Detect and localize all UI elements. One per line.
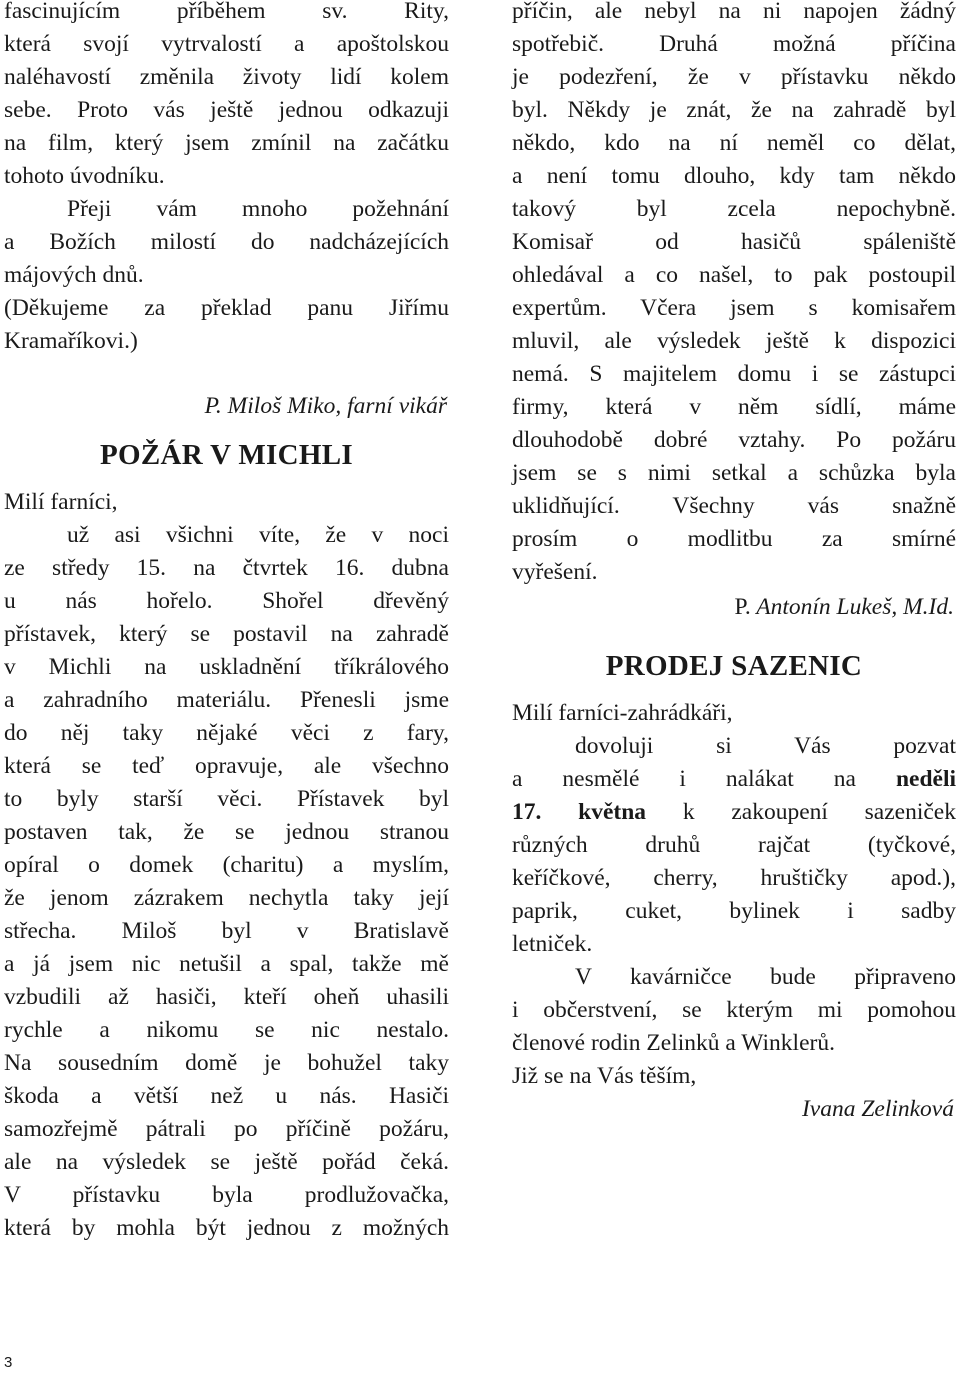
text-line: jsem se s nimi setkal a schůzka byla — [512, 460, 956, 486]
editorial-signature: P. Miloš Miko, farní vikář — [204, 393, 447, 419]
thanks-paragraph — [4, 292, 449, 358]
fire-article-signature — [512, 591, 956, 624]
text-line: firmy, která v něm sídlí, máme — [512, 394, 956, 420]
text-line: různých druhů rajčat (tyčkové, — [512, 832, 956, 858]
text-line: rychle a nikomu se nic nestalo. — [4, 1017, 449, 1043]
text-line: postaven tak, že se jednou stranou — [4, 819, 449, 845]
text-line: májových dnů. — [4, 262, 144, 288]
fire-article-body — [4, 519, 449, 1245]
text-line: letniček. — [512, 931, 593, 957]
text-line — [512, 796, 956, 829]
text-line: dovoluji si Vás pozvat — [575, 733, 956, 759]
text-line: uklidňující. Všechny vás snažně — [512, 493, 956, 519]
text-line: ohledával a co našel, to pak postoupil — [512, 262, 956, 288]
text-line: přístavek, který se postavil na zahradě — [4, 621, 449, 647]
fire-article-continuation — [512, 0, 956, 589]
text-line: do něj taky nějaké věci z fary, — [4, 720, 449, 746]
text-line: nemá. S majitelem domu i se zástupci — [512, 361, 956, 387]
text-line: byl. Někdy je znát, že na zahradě byl — [512, 97, 956, 123]
text-line: naléhavostí změnila životy lidí kolem — [4, 64, 449, 90]
text-line: střecha. Miloš byl v Bratislavě — [4, 918, 449, 944]
text-line: paprik, cuket, bylinek i sadby — [512, 898, 956, 924]
text-line: někdo, kdo na ní neměl co dělat, — [512, 130, 956, 156]
text-line: i občerstvení, se kterým mi pomohou — [512, 997, 956, 1023]
text-line: vzbudili až hasiči, kteří oheň uhasili — [4, 984, 449, 1010]
text-line: expertům. Včera jsem s komisařem — [512, 295, 956, 321]
right-column — [512, 0, 956, 1126]
text-line: členové rodin Zelinků a Winklerů. — [512, 1030, 835, 1056]
text-line: opíral o domek (charitu) a myslím, — [4, 852, 449, 878]
text-line: škoda a větší než u nás. Hasiči — [4, 1083, 449, 1109]
text-line: která se teď opravuje, ale všechno — [4, 753, 449, 779]
closing-line: Již se na Vás těším, — [512, 1063, 697, 1089]
text-line: takový byl zcela nepochybně. — [512, 196, 956, 222]
highlight-date: 17. května — [512, 799, 647, 825]
text-line: v Michli na uskladnění tříkrálového — [4, 654, 449, 680]
article-title-fire: POŽÁR V MICHLI — [100, 439, 353, 471]
intro-paragraph — [4, 0, 449, 193]
text-line: ze středy 15. na čtvrtek 16. dubna — [4, 555, 449, 581]
text-line: (Děkujeme za překlad panu Jiřímu — [4, 295, 449, 321]
text-line: mluvil, ale výsledek ještě k dispozici — [512, 328, 956, 354]
text-line: je podezření, že v přístavku někdo — [512, 64, 956, 90]
text-line: která svojí vytrvalostí a apoštolskou — [4, 31, 449, 57]
highlight-date: neděli — [895, 766, 956, 792]
text-line: spotřebič. Druhá možná příčina — [512, 31, 956, 57]
seedlings-signature: Ivana Zelinková — [801, 1096, 954, 1122]
text-line: samozřejmě pátrali po příčině požáru, — [4, 1116, 449, 1142]
text-line: a Božích milostí do nadcházejících — [4, 229, 449, 255]
seedlings-article-body — [512, 730, 956, 961]
article-title-seedlings: PRODEJ SAZENIC — [605, 650, 863, 682]
text-line: ale na výsledek se ještě pořád čeká. — [4, 1149, 449, 1175]
text-line — [512, 763, 956, 796]
text-line: tohoto úvodníku. — [4, 163, 165, 189]
text-line: u nás hořelo. Shořel dřevěný — [4, 588, 449, 614]
text-line: V přístavku byla prodlužovačka, — [4, 1182, 449, 1208]
text-line: na film, který jsem zmínil na začátku — [4, 130, 449, 156]
greeting: Milí farníci-zahrádkáři, — [512, 700, 733, 726]
text-line: a není tomu dlouho, kdy tam někdo — [512, 163, 956, 189]
cafe-paragraph — [512, 961, 956, 1060]
text-line: keříčkové, cherry, hruštičky apod.), — [512, 865, 956, 891]
text-line: dlouhodobě dobré vztahy. Po požáru — [512, 427, 956, 453]
text-line: už asi všichni víte, že v noci — [67, 522, 449, 548]
text-line: a zahradního materiálu. Přenesli jsme — [4, 687, 449, 713]
blessing-paragraph — [4, 193, 449, 292]
text-line: a já jsem nic netušil a spal, takže mě — [4, 951, 449, 977]
text-run: a nesmělé i nalákat na — [512, 766, 896, 792]
text-line: Kramaříkovi.) — [4, 328, 138, 354]
text-line: vyřešení. — [512, 559, 598, 585]
greeting: Milí farníci, — [4, 489, 118, 515]
text-line: to byly starší věci. Přístavek byl — [4, 786, 449, 812]
signature-prefix: P. — [734, 594, 751, 620]
text-line: že jenom zázrakem nechytla taky její — [4, 885, 449, 911]
text-run: k zakoupení sazeniček — [646, 799, 956, 825]
page-number: 3 — [4, 1354, 13, 1371]
text-line: Na sousedním domě je bohužel taky — [4, 1050, 449, 1076]
text-line: Přeji vám mnoho požehnání — [67, 196, 449, 222]
text-line: prosím o modlitbu za smírné — [512, 526, 956, 552]
signature-name: Antonín Lukeš, M.Id. — [756, 594, 954, 620]
text-line: sebe. Proto vás ještě jednou odkazuji — [4, 97, 449, 123]
text-line: V kavárničce bude připraveno — [575, 964, 956, 990]
text-line: Komisař od hasičů spáleniště — [512, 229, 956, 255]
text-line: fascinujícím příběhem sv. Rity, — [4, 0, 449, 24]
text-line: příčin, ale nebyl na ni napojen žádný — [512, 0, 956, 24]
text-line: která by mohla být jednou z možných — [4, 1215, 449, 1241]
left-column — [4, 0, 449, 1245]
